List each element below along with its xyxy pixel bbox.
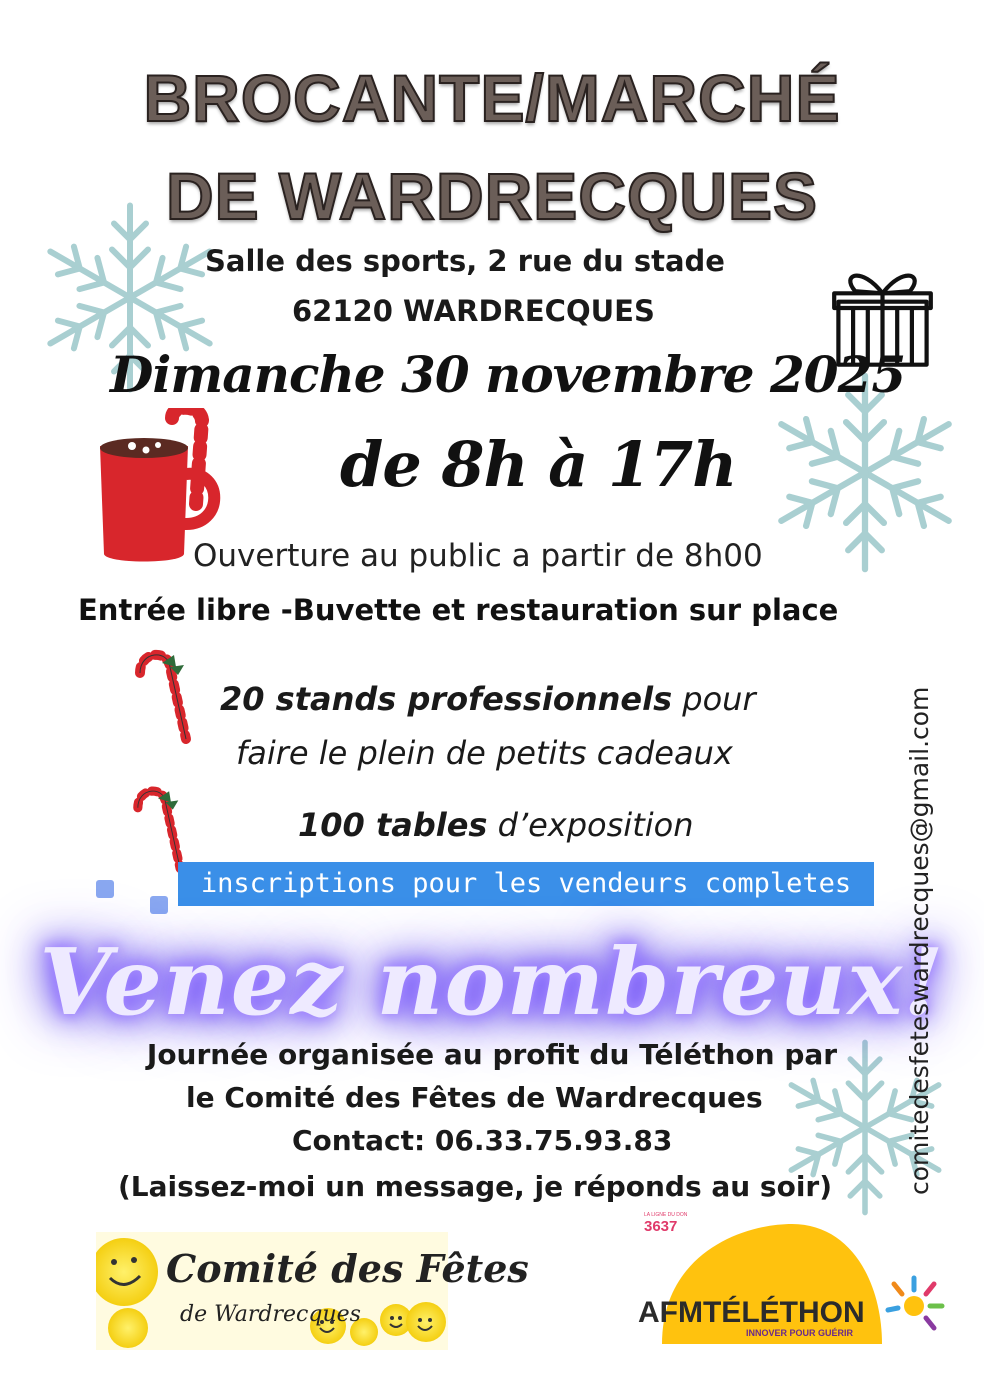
tables-count: 100 tables: [298, 806, 488, 844]
contact-message: (Laissez-moi un message, je réponds au soir): [118, 1170, 833, 1203]
organizer-line1: Journée organisée au profit du Téléthon par: [146, 1038, 838, 1071]
don-badge-number: 3637: [644, 1218, 678, 1235]
afm-telethon-logo: [636, 1210, 946, 1350]
tables-info: [298, 806, 693, 844]
comite-logo-subtitle: de Wardrecques: [180, 1302, 361, 1327]
address-line1: Salle des sports, 2 rue du stade: [205, 244, 725, 278]
stands-info-line2: faire le plein de petits cadeaux: [236, 734, 733, 772]
candy-cane-icon: [128, 645, 198, 745]
page-title-line2: DE WARDRECQUES: [165, 159, 819, 233]
don-badge: [644, 1212, 696, 1235]
comite-logo-title: Comité des Fêtes: [166, 1246, 529, 1291]
vendor-registration-banner: inscriptions pour les vendeurs completes: [178, 862, 874, 906]
stands-info: [220, 680, 756, 718]
stands-suffix: pour: [672, 680, 756, 718]
don-badge-caption: LA LIGNE DU DON: [644, 1212, 688, 1218]
sun-icon: [882, 1274, 946, 1338]
page-title: BROCANTE/MARCHÉ: [143, 61, 841, 135]
smiley-icon: [96, 1238, 156, 1306]
opening-time: Ouverture au public a partir de 8h00: [193, 538, 763, 574]
contact-email[interactable]: comitedesfeteswardrecques@gmail.com: [905, 686, 934, 1195]
event-date: Dimanche 30 novembre 2025: [110, 345, 906, 404]
contact-phone: Contact: 06.33.75.93.83: [292, 1124, 673, 1157]
stands-count: 20 stands professionnels: [220, 680, 673, 718]
tables-suffix: d’exposition: [487, 806, 694, 844]
afm-wordmark: AFMTÉLÉTHON: [638, 1296, 865, 1329]
event-hours: de 8h à 17h: [340, 428, 737, 501]
comite-logo: [96, 1232, 529, 1350]
selection-handle: [96, 880, 114, 898]
selection-handle: [150, 896, 168, 914]
organizer-line2: le Comité des Fêtes de Wardrecques: [186, 1081, 763, 1114]
entry-info: Entrée libre -Buvette et restauration sur place: [78, 593, 839, 627]
afm-slogan: INNOVER POUR GUÉRIR: [746, 1328, 854, 1338]
slogan: Venez nombreux!: [39, 928, 945, 1036]
candy-cane-icon: [124, 782, 194, 874]
address-line2: 62120 WARDRECQUES: [292, 294, 655, 328]
